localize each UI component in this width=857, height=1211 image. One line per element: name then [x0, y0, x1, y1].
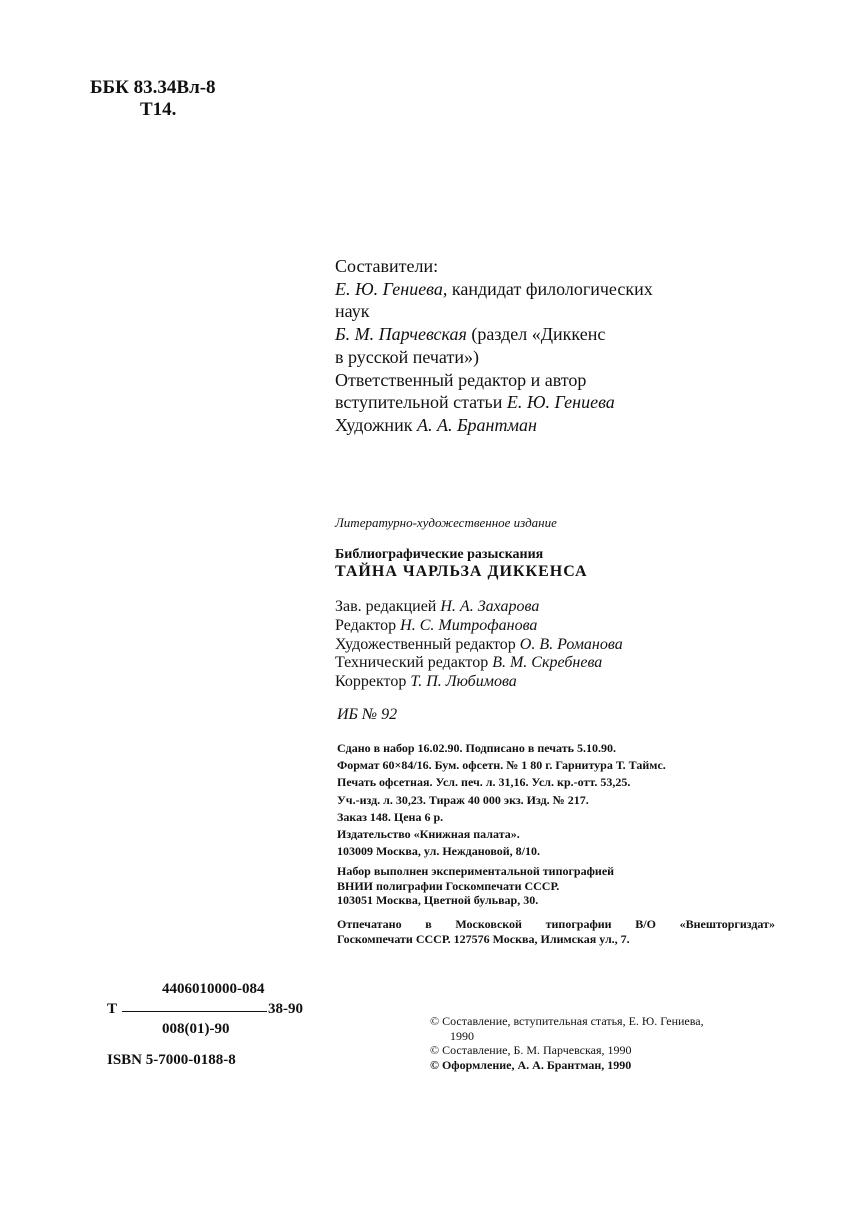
- compiler-role-1a: кандидат филологических: [447, 278, 653, 299]
- staff-name: Н. А. Захарова: [440, 598, 540, 615]
- cipher-fraction-rule: [122, 1011, 267, 1012]
- compiler-role-1b: наук: [335, 301, 370, 322]
- artist-name: А. А. Брантман: [416, 414, 537, 435]
- copyright-year: 1990: [450, 1028, 474, 1043]
- compiler-name-1: Е. Ю. Гениева,: [335, 278, 448, 299]
- series-title: Библиографические разыскания: [335, 547, 544, 562]
- responsible-editor-line-2: [335, 391, 653, 414]
- staff-name: Н. С. Митрофанова: [400, 616, 538, 634]
- compiler-role-2b: в русской печати»): [335, 346, 479, 367]
- compiler-name-2: Б. М. Парчевская: [335, 324, 467, 345]
- imprint-line: 103009 Москва, ул. Неждановой, 8/10.: [337, 844, 541, 859]
- staff-list: [335, 598, 623, 692]
- cipher-denominator: 008(01)-90: [162, 1021, 230, 1037]
- staff-role: Художественный редактор: [335, 635, 520, 653]
- compilers-heading: Составители:: [335, 256, 439, 276]
- artist-prefix: Художник: [335, 414, 417, 435]
- copyright-line: © Оформление, А. А. Брантман, 1990: [430, 1058, 632, 1073]
- cipher-code: 38-90: [268, 1001, 303, 1017]
- edition-genre: Литературно-художественное издание: [335, 515, 557, 530]
- editor-prefix: вступительной статьи: [335, 392, 507, 413]
- staff-role: Технический редактор: [335, 654, 493, 672]
- printing-block: [337, 917, 775, 947]
- staff-row: [335, 636, 623, 655]
- cipher-numerator: 4406010000-084: [162, 981, 265, 997]
- staff-row: [335, 617, 623, 636]
- typeset-line: Набор выполнен экспериментальной типографией: [337, 864, 615, 878]
- compiler-line-2: [335, 323, 653, 346]
- ib-number: ИБ № 92: [337, 706, 398, 723]
- imprint-line: Издательство «Книжная палата».: [337, 827, 520, 842]
- imprint-line: Печать офсетная. Усл. печ. л. 31,16. Усл. кр.-отт. 53,25.: [337, 775, 631, 790]
- cipher-letter: Т: [107, 1001, 118, 1017]
- staff-name: О. В. Романова: [519, 635, 623, 653]
- imprint-line: Сдано в набор 16.02.90. Подписано в печать 5.10.90.: [337, 741, 616, 755]
- typeset-line: 103051 Москва, Цветной бульвар, 30.: [337, 893, 539, 908]
- printed-line: Отпечатано в Московской типографии В/О «Внешторгиздат»: [337, 917, 775, 931]
- printed-line: Госкомпечати СССР. 127576 Москва, Илимская ул., 7.: [337, 931, 630, 946]
- bbk-classification: [90, 77, 216, 121]
- compiler-role-2a: (раздел «Диккенс: [466, 324, 606, 345]
- bbk-code: ББК 83.34Вл-8: [90, 77, 216, 98]
- imprint-line: Уч.-изд. л. 30,23. Тираж 40 000 экз. Изд. № 217.: [337, 792, 589, 807]
- staff-row: [335, 673, 623, 692]
- compilers-block: [335, 255, 653, 437]
- editor-name: Е. Ю. Гениева: [506, 392, 615, 413]
- isbn: ISBN 5-7000-0188-8: [107, 1052, 236, 1068]
- staff-row: [335, 598, 623, 617]
- typeset-line: ВНИИ полиграфии Госкомпечати СССР.: [337, 878, 560, 893]
- artist-line: [335, 414, 653, 437]
- staff-role: Редактор: [335, 616, 401, 634]
- imprint-line: Заказ 148. Цена 6 р.: [337, 809, 444, 824]
- author-mark: Т14.: [140, 99, 177, 120]
- book-title: ТАЙНА ЧАРЛЬЗА ДИККЕНСА: [335, 563, 588, 580]
- staff-row: [335, 654, 623, 673]
- imprint-line: Формат 60×84/16. Бум. офсетн. № 1 80 г. Гарнитура Т. Таймс.: [337, 758, 666, 773]
- staff-role: Корректор: [335, 673, 411, 691]
- copyright-block: [430, 1014, 704, 1073]
- typesetting-block: [337, 864, 614, 908]
- compiler-line-1: [335, 278, 653, 301]
- responsible-editor-line-1: Ответственный редактор и автор: [335, 369, 587, 390]
- staff-role: Зав. редакцией: [335, 598, 441, 615]
- copyright-line: © Составление, Б. М. Парчевская, 1990: [430, 1043, 632, 1058]
- staff-name: Т. П. Любимова: [410, 673, 517, 691]
- staff-name: В. М. Скребнева: [492, 654, 603, 672]
- copyright-line: © Составление, вступительная статья, Е. Ю. Гениева,: [430, 1014, 704, 1028]
- imprint-block: [337, 740, 666, 860]
